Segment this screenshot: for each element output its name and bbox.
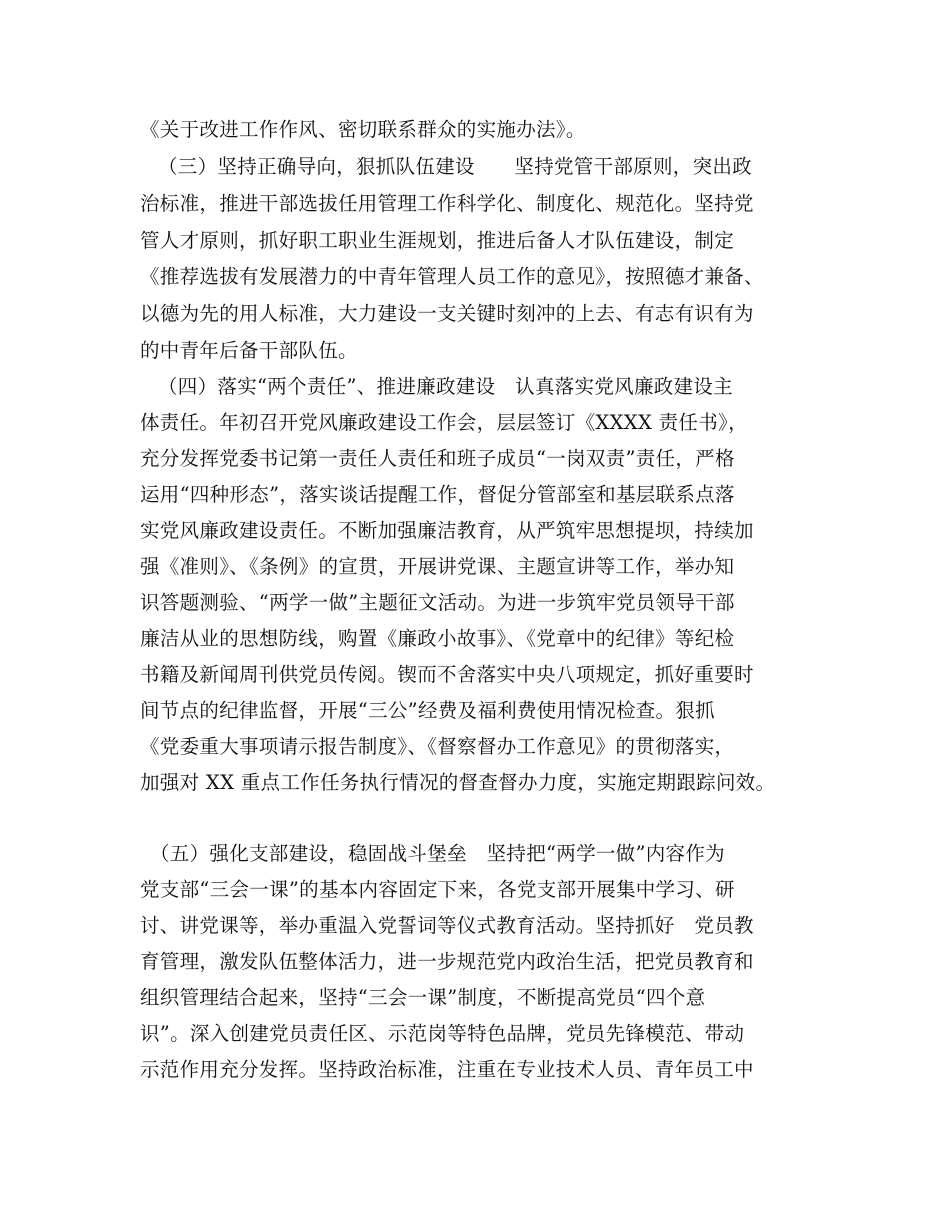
text-line: 治标准，推进干部选拔任用管理工作科学化、制度化、规范化。坚持党 (140, 192, 754, 215)
text-line: 实党风廉政建设责任。不断加强廉洁教育，从严筑牢思想提坝，持续加 (140, 519, 754, 542)
text-line: 组织管理结合起来，坚持“三会一课”制度，不断提高党员“四个意 (140, 986, 706, 1009)
text-line: 育管理，激发队伍整体活力，进一步规范党内政治生活，把党员教育和 (140, 950, 754, 973)
text-line: 体责任。年初召开党风廉政建设工作会，层层签订《XXXX 责任书》， (140, 411, 748, 434)
text-line: 书籍及新闻周刊供党员传阅。锲而不舍落实中央八项规定，抓好重要时 (140, 663, 754, 686)
text-line: 强《准则》、《条例》的宣贯，开展讲党课、主题宣讲等工作，举办知 (140, 555, 735, 578)
text-line: 《推荐选拔有发展潜力的中青年管理人员工作的意见》，按照德才兼备、 (140, 265, 764, 288)
text-line: 《党委重大事项请示报告制度》、《督察督办工作意见》的贯彻落实， (140, 735, 735, 758)
text-line: 《关于改进工作作风、密切联系群众的实施办法》。 (140, 118, 586, 141)
text-line: 识答题测验、“两学一做”主题征文活动。为进一步筑牢党员领导干部 (140, 591, 735, 614)
text-line: 的中青年后备干部队伍。 (140, 339, 358, 362)
text-line: 运用“四种形态”，落实谈话提醒工作，督促分管部室和基层联系点落 (140, 483, 735, 506)
text-line: 示范作用充分发挥。坚持政治标准，注重在专业技术人员、青年员工中 (140, 1058, 754, 1081)
text-line: （四）落实“两个责任”、推进廉政建设 认真落实党风廉政建设主 (158, 375, 733, 398)
text-line: 间节点的纪律监督，开展“三公”经费及福利费使用情况检查。狠抓 (140, 699, 715, 722)
text-line: 廉洁从业的思想防线，购置《廉政小故事》、《党章中的纪律》等纪检 (140, 627, 735, 650)
text-line: （五）强化支部建设，稳固战斗堡垒 坚持把“两学一做”内容作为 (150, 842, 725, 865)
text-line: 以德为先的用人标准，大力建设一支关键时刻冲的上去、有志有识有为 (140, 302, 754, 325)
text-line: （三）坚持正确导向，狠抓队伍建设 坚持党管干部原则，突出政 (158, 155, 753, 178)
text-line: 党支部“三会一课”的基本内容固定下来，各党支部开展集中学习、研 (140, 878, 735, 901)
text-line: 充分发挥党委书记第一责任人责任和班子成员“一岗双责”责任，严格 (140, 447, 735, 470)
text-line: 加强对 XX 重点工作任务执行情况的督查督办力度，实施定期跟踪问效。 (140, 771, 776, 794)
text-line: 管人才原则，抓好职工职业生涯规划，推进后备人才队伍建设，制定 (140, 229, 735, 252)
text-line: 识”。深入创建党员责任区、示范岗等特色品牌，党员先锋模范、带动 (140, 1022, 745, 1045)
text-line: 讨、讲党课等，举办重温入党誓词等仪式教育活动。坚持抓好 党员教 (140, 914, 754, 937)
